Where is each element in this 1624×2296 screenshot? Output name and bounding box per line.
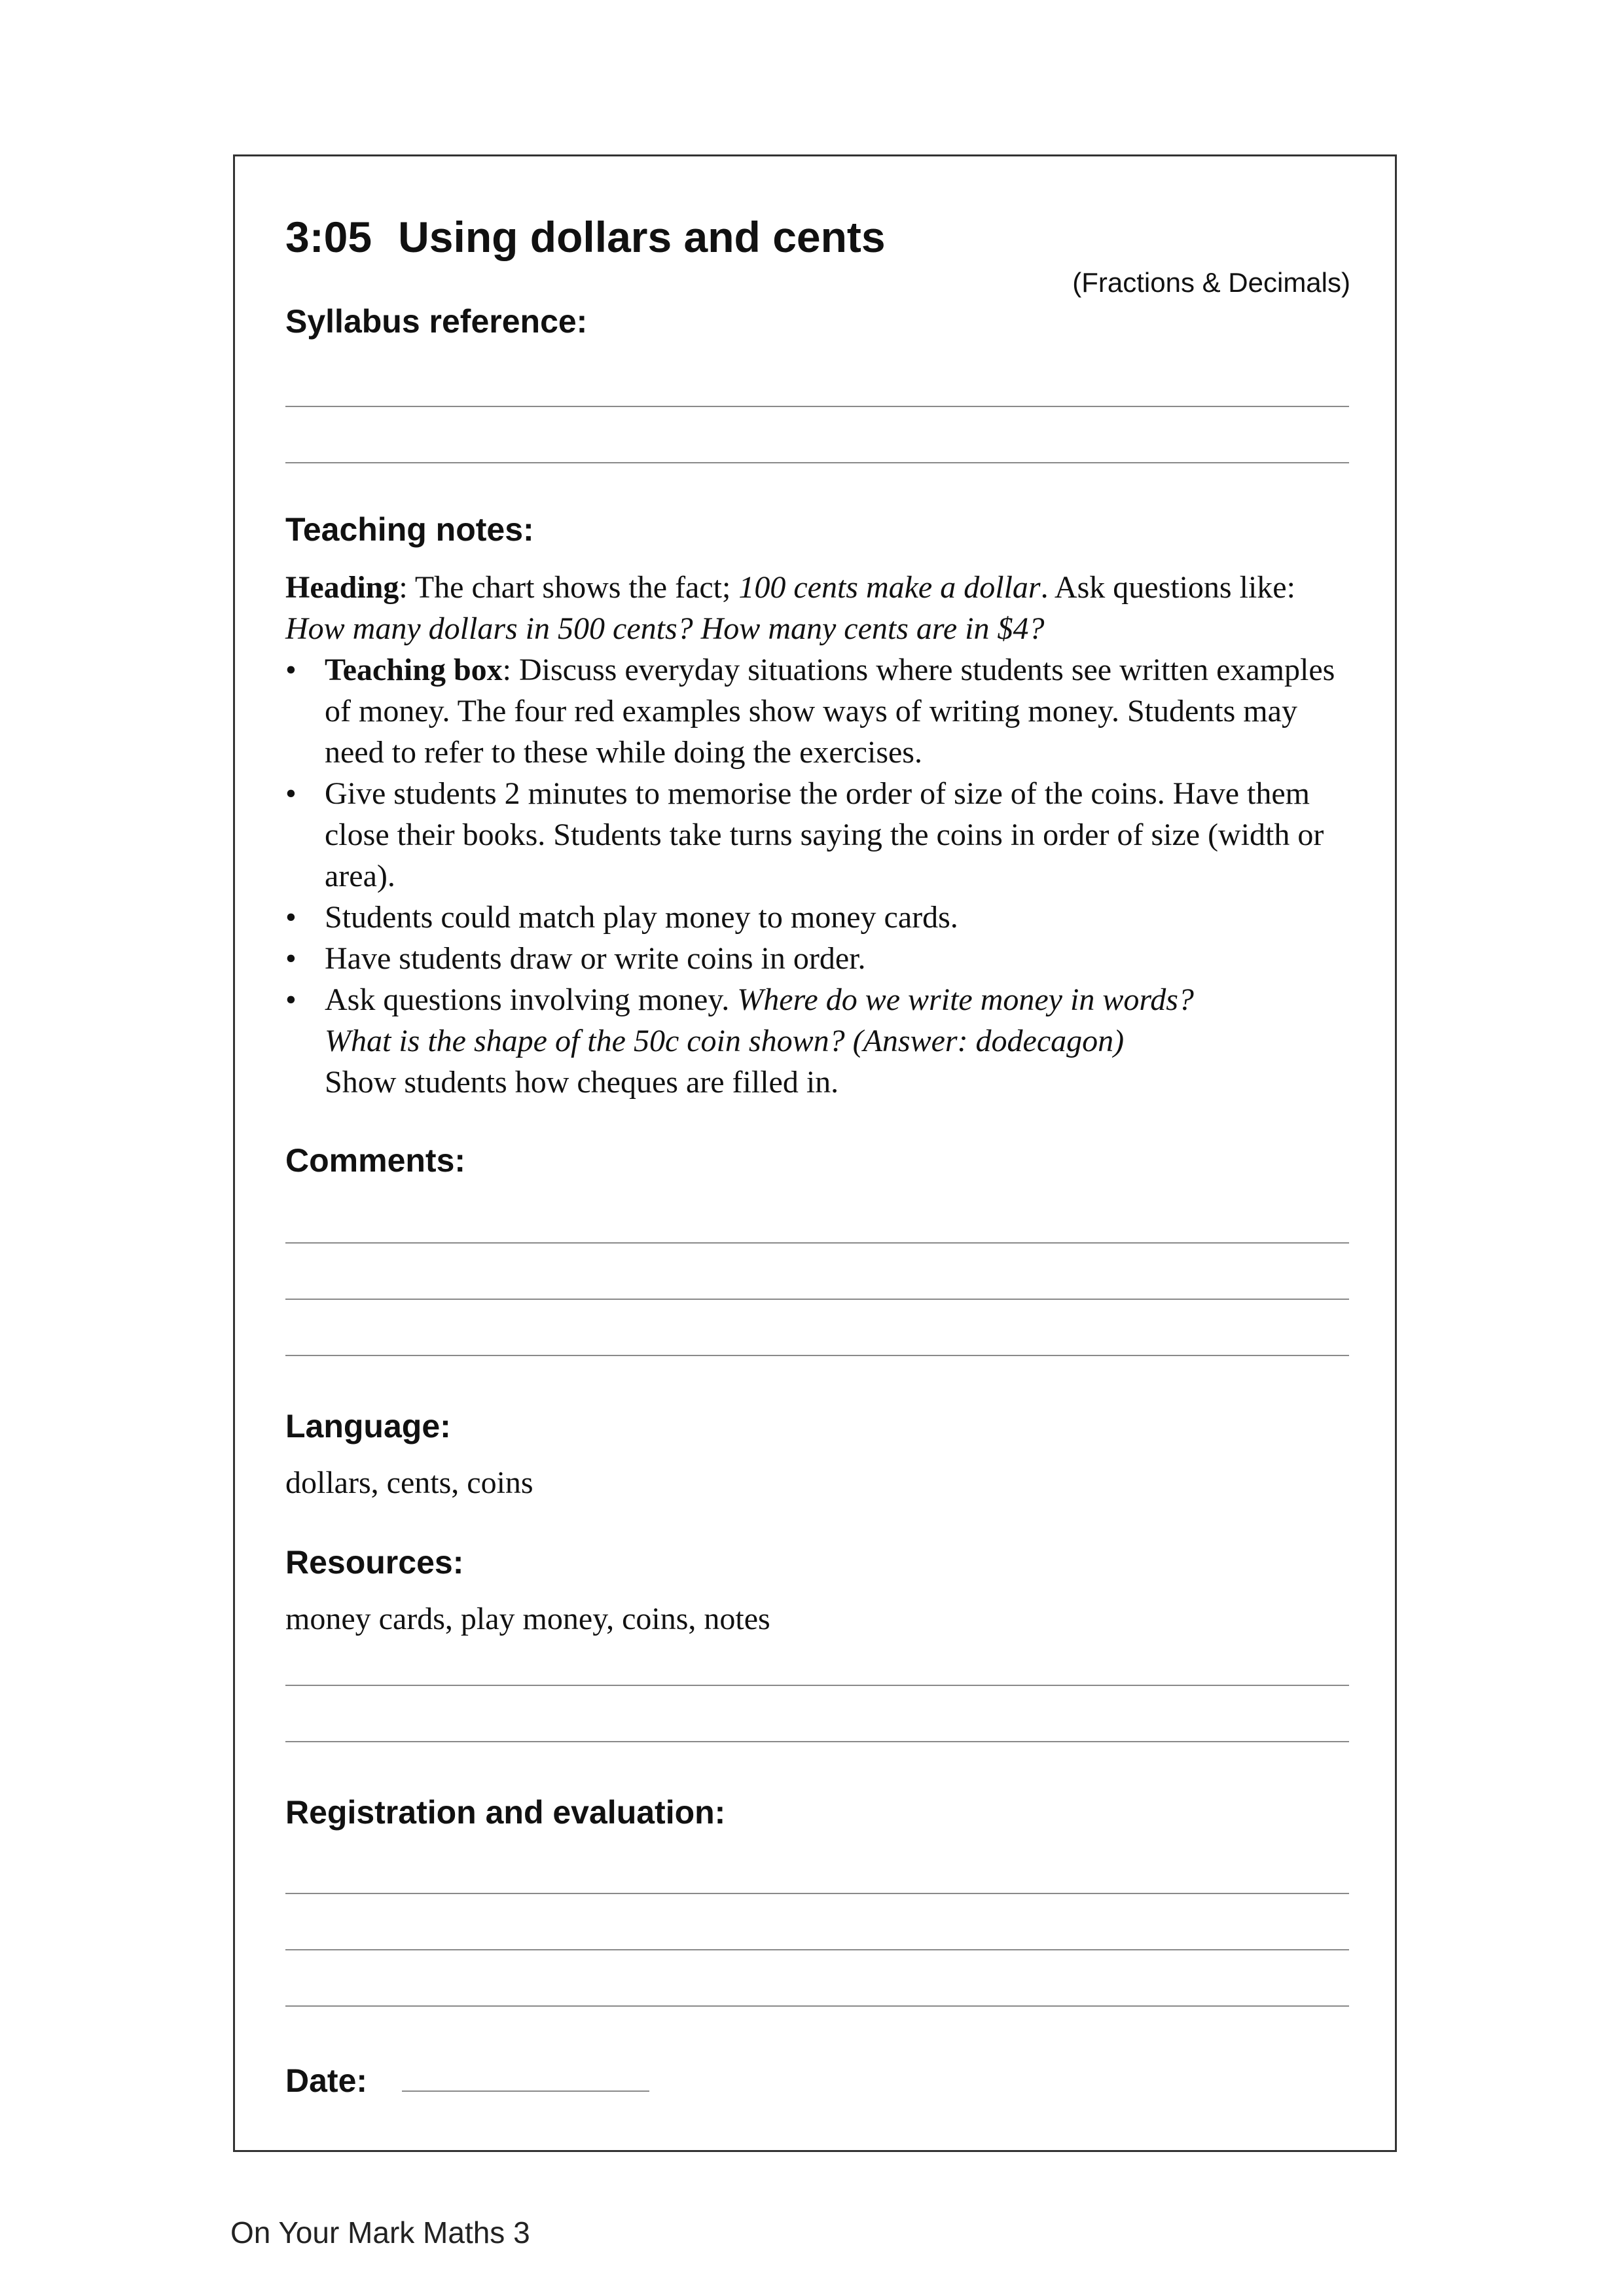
registration-writing-line-1[interactable]: [285, 1893, 1349, 1894]
syllabus-reference-label: Syllabus reference:: [285, 303, 588, 340]
registration-writing-line-2[interactable]: [285, 1949, 1349, 1950]
heading-fact: 100 cents make a dollar: [738, 570, 1041, 605]
teaching-notes-label: Teaching notes:: [285, 511, 534, 548]
date-label: Date:: [285, 2062, 368, 2099]
resources-writing-line-2[interactable]: [285, 1741, 1349, 1742]
teaching-notes-list: [285, 649, 1359, 1103]
language-label: Language:: [285, 1408, 451, 1444]
comments-label: Comments:: [285, 1142, 466, 1179]
date-writing-line[interactable]: [402, 2090, 649, 2092]
list-item: • Teaching box: Discuss everyday situations where students see written examples of money. The four red examples show ways of writing money. Students may need to refer to these while doing the exercises.: [285, 649, 1359, 773]
list-item: • Ask questions involving money. Where do we write money in words? What is the shape of the 50c coin shown? (Answer: dodecagon) Show students how cheques are filled in.: [285, 979, 1359, 1103]
registration-label: Registration and evaluation:: [285, 1794, 726, 1831]
resources-label: Resources:: [285, 1544, 464, 1581]
comments-writing-line-1[interactable]: [285, 1242, 1349, 1244]
page-title: [285, 211, 886, 263]
teaching-notes-questions: How many dollars in 500 cents? How many cents are in $4?: [285, 611, 1045, 646]
syllabus-writing-line-2[interactable]: [285, 462, 1349, 463]
language-text: dollars, cents, coins: [285, 1465, 533, 1500]
syllabus-writing-line-1[interactable]: [285, 406, 1349, 407]
list-item: • Give students 2 minutes to memorise the order of size of the coins. Have them close their books. Students take turns saying the coins in order of size (width or area).: [285, 773, 1359, 897]
teaching-notes-body: [285, 567, 1359, 1103]
comments-writing-line-3[interactable]: [285, 1355, 1349, 1356]
heading-term: Heading: [285, 570, 399, 605]
list-item: • Have students draw or write coins in order.: [285, 938, 1359, 979]
strand-label: (Fractions & Decimals): [1072, 267, 1350, 298]
section-number: 3:05: [285, 213, 372, 261]
footer-book-title: On Your Mark Maths 3: [230, 2215, 530, 2250]
section-title: Using dollars and cents: [398, 213, 886, 261]
resources-writing-line-1[interactable]: [285, 1685, 1349, 1686]
teaching-notes-heading-paragraph: Heading: The chart shows the fact; 100 cents make a dollar. Ask questions like:: [285, 570, 1295, 605]
list-item: • Students could match play money to money cards.: [285, 897, 1359, 938]
comments-writing-line-2[interactable]: [285, 1299, 1349, 1300]
registration-writing-line-3[interactable]: [285, 2005, 1349, 2007]
resources-text: money cards, play money, coins, notes: [285, 1602, 770, 1636]
